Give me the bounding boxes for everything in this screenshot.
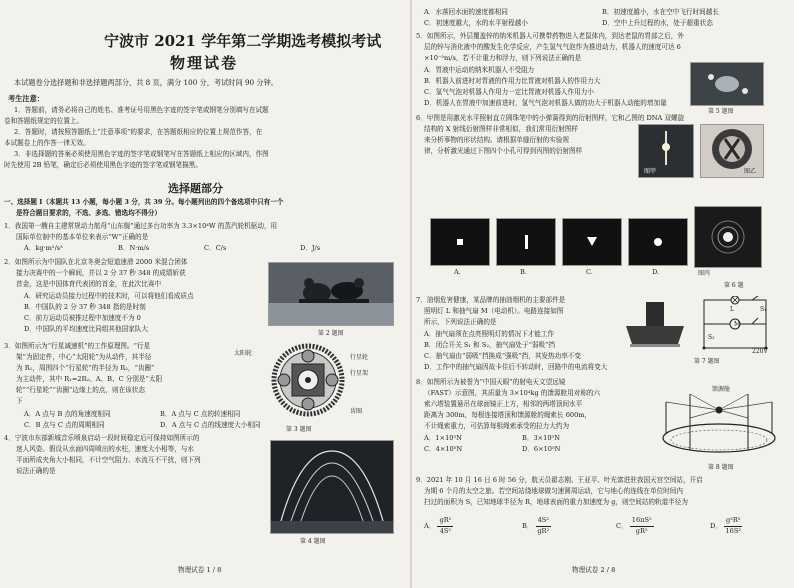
fig4-caption: 第 4 题图 bbox=[300, 538, 326, 545]
aperture-b[interactable] bbox=[496, 218, 556, 266]
numerator: gR² bbox=[437, 516, 453, 527]
circuit-label-lamp: L bbox=[730, 306, 734, 313]
q6-option-label: B. bbox=[520, 268, 527, 276]
q2-line: 2．如图所示为中国队在北京冬奥会短道速滑 2000 米混合团体 bbox=[4, 258, 188, 266]
q2-option: A．研究运动员接力过程中的技术时，可以将他们看成质点 bbox=[24, 292, 194, 300]
fig3-caption: 第 3 题图 bbox=[286, 426, 312, 433]
q3-option: A．A 点与 B 点的角速度相同 bbox=[24, 410, 111, 418]
aperture-c[interactable] bbox=[562, 218, 622, 266]
q5-line: 5．如图所示，外层覆盖锌的纳米机器人可携带药物进入老鼠体内，到达老鼠的胃部之后，外 bbox=[416, 32, 684, 40]
denominator: 16S² bbox=[725, 526, 742, 535]
q6-line: 来分析事物的形状结构。请根据单缝衍射的实验规 bbox=[424, 136, 570, 144]
q3-line: 3．如图所示为“行星减速机”的工作原理图。“行星 bbox=[4, 342, 151, 350]
q4-option: D．空中上升过程的水，处于超重状态 bbox=[602, 19, 713, 27]
skating-photo bbox=[268, 262, 394, 326]
label-fig-jia: 图甲 bbox=[644, 168, 657, 175]
q9-option-a bbox=[424, 516, 453, 536]
fountain-photo bbox=[270, 440, 394, 534]
q1-option: D．J/s bbox=[300, 244, 321, 252]
option-letter: A． bbox=[424, 522, 436, 530]
label-fig-bing: 图丙 bbox=[698, 270, 711, 277]
q4-option: C．初速度越大，水的水平射程越小 bbox=[424, 19, 528, 27]
triangle-hole-icon bbox=[563, 219, 621, 265]
fountain-icon bbox=[271, 441, 393, 533]
note-line: 卷和答题纸规定的位置上。 bbox=[4, 117, 84, 125]
denominator: 4S² bbox=[439, 526, 452, 535]
q4-line: 说法正确的是 bbox=[16, 467, 56, 475]
q3-option: C．B 点与 C 点的周期相同 bbox=[24, 421, 105, 429]
q5-line: ×10⁻⁵m/s，若不计重力和浮力，则下列说法正确的是 bbox=[424, 54, 582, 62]
q3-line: 为主动件，其中 R₁=2R₂。A、B、C 分别是“太阳 bbox=[16, 375, 163, 383]
q7-line: 所示，下列说法正确的是 bbox=[424, 318, 497, 326]
q7-line: 7．油烟危害健康，某品牌的抽油烟机的主要部件是 bbox=[416, 296, 566, 304]
skater-silhouette-icon bbox=[269, 263, 393, 325]
nanorobot-photo bbox=[690, 62, 764, 106]
q3-option: D．A 点与 C 点的线速度大小相同 bbox=[160, 421, 261, 429]
q8-option: C．4×10⁵N bbox=[424, 445, 463, 453]
q1-line: 1．我国第一艘自主建常规动力航母“山东舰”通过多台功率为 3.3×10⁴W 的蒸汽轮机驱动，用 bbox=[4, 222, 278, 230]
exam-subtitle: 物理试卷 bbox=[170, 54, 239, 72]
aperture-a[interactable] bbox=[430, 218, 490, 266]
q5-option: B．机器人前进时对胃液的作用力比胃液对机器人的作用力大 bbox=[424, 77, 601, 85]
fig6-caption: 第 6 题 bbox=[724, 282, 744, 289]
q1-option: B．N·m/s bbox=[118, 244, 150, 252]
q4-line: 迷人风姿。假设从水面四周喷出的水柱，速度大小相等，与水 bbox=[16, 445, 195, 453]
q6-line: 6．甲图是用激光水平照射直立圆珠笔中的小弹簧得到的衍射图样，它和乙图的 DNA 双螺旋 bbox=[416, 114, 685, 122]
q9-option-d bbox=[710, 516, 742, 536]
option-letter: C． bbox=[616, 522, 628, 530]
option-letter: B． bbox=[522, 522, 534, 530]
q8-option: B．3×10⁵N bbox=[522, 434, 560, 442]
q9-line: 扫过的面积为 S，已知地球半径为 R，地球表面的重力加速度为 g，则空间站的轨道半径为 bbox=[424, 498, 688, 506]
q3-option: B．A 点与 C 点的转速相同 bbox=[160, 410, 241, 418]
slit-hole-icon bbox=[525, 235, 528, 249]
q2-option: C．前方运动员被推过程中加速度不为 0 bbox=[24, 314, 141, 322]
q9-line: 为期 6 个月的太空之旅。若空间站绕地球做匀速圆周运动，它与地心的连线在单位时间内 bbox=[424, 487, 683, 495]
page-right bbox=[412, 0, 794, 588]
fraction bbox=[630, 516, 654, 536]
label-feed-cabin: 馈源舱 bbox=[712, 386, 731, 393]
q2-option: D．中国队的平均速度比同组其他国家队大 bbox=[24, 325, 148, 333]
circuit-label-s1: S₁ bbox=[760, 306, 767, 313]
q3-line: 架”为固定件，中心“太阳轮”为从动件，其半径 bbox=[16, 353, 152, 361]
intro-text: 本试题卷分选择题和非选择题两部分，共 8 页，满分 100 分，考试时间 90 分钟。 bbox=[14, 78, 278, 87]
fig5-caption: 第 5 题图 bbox=[708, 108, 734, 115]
q5-line: 层的锌与消化液中的酸发生化学反应，产生氢气气泡作为推进动力，机器人的速度可达 6 bbox=[424, 43, 681, 51]
fraction bbox=[536, 516, 551, 536]
numerator: g²R² bbox=[724, 516, 742, 527]
note-line: 2．答题时，请按照答题纸上“注意事项”的要求，在答题纸相应的位置上规范作答，在 bbox=[14, 128, 263, 136]
q4-option: B．初速度越小，水在空中飞行时间越长 bbox=[602, 8, 719, 16]
planetary-gear-diagram bbox=[268, 340, 348, 420]
fig8-caption: 第 8 题图 bbox=[708, 464, 734, 471]
q1-option: C．C/s bbox=[204, 244, 227, 252]
option-letter: D． bbox=[710, 522, 722, 530]
range-hood-icon bbox=[620, 300, 690, 356]
q6-option-label: A. bbox=[454, 268, 461, 276]
note-line: 3．非选择题的答案必须使用黑色字迹的签字笔或钢笔写在答题纸上相应的区域内，作图 bbox=[14, 150, 269, 158]
q4-line: 4．宁波市东部新城音乐喷泉启动一段时间稳定后可保持如图所示的 bbox=[4, 434, 200, 442]
fig7-caption: 第 7 题图 bbox=[694, 358, 720, 365]
part1-head: 一、选择题 I（本题共 13 小题，每小题 3 分，共 39 分。每小题列出的四个备选项中只有一个 bbox=[4, 198, 284, 206]
fig2-caption: 第 2 题图 bbox=[318, 330, 344, 337]
q2-line: 首金，这是中国体育代表团的首金，在此次比赛中 bbox=[16, 280, 162, 288]
label-planet-gear: 行星轮 bbox=[350, 354, 369, 361]
q7-line: 照明灯 L 和抽气扇 M（电动机）。电路连接如图 bbox=[424, 307, 564, 315]
label-fig-yi: 图乙 bbox=[744, 168, 757, 175]
numerator: 16πS² bbox=[630, 516, 654, 527]
square-hole-icon bbox=[457, 239, 463, 245]
q1-option: A．kg·m²/s³ bbox=[24, 244, 63, 252]
q3-line: 下 bbox=[16, 397, 23, 405]
numerator: 4S² bbox=[536, 516, 551, 527]
label-planet-carrier: 行星架 bbox=[350, 370, 369, 377]
q4-line: 平面所成夹角大小相同，不计空气阻力、水流互不干扰，则下列 bbox=[16, 456, 201, 464]
fraction bbox=[437, 516, 453, 536]
ring-pattern-icon bbox=[695, 207, 761, 267]
q6-option-label: D. bbox=[652, 268, 660, 276]
q3-line: 轮”“行星轮”“齿圈”边缘上的点，则在该状态 bbox=[16, 386, 145, 394]
aperture-d[interactable] bbox=[628, 218, 688, 266]
q6-option-label: C. bbox=[586, 268, 593, 276]
denominator: gR² bbox=[635, 526, 648, 535]
circle-hole-icon bbox=[654, 238, 662, 246]
note-line: 本试题卷上的作答一律无效。 bbox=[4, 139, 90, 147]
q8-option: D．6×10⁵N bbox=[522, 445, 561, 453]
denominator: gR² bbox=[537, 526, 550, 535]
circuit-label-voltage: 220V bbox=[752, 348, 768, 355]
q8-line: 不计绳索重力，可估算每根绳索承受的拉力大约为 bbox=[424, 422, 570, 430]
label-ring-gear: 齿圈 bbox=[350, 408, 363, 415]
page-footer-left: 物理试卷 1 / 8 bbox=[178, 566, 222, 574]
diffraction-pattern-bing bbox=[694, 206, 762, 268]
q7-option: D．工作中的抽气扇因故卡住后不转动时，回路中的电流将变大 bbox=[424, 363, 608, 371]
notes-heading: 考生注意： bbox=[8, 94, 44, 103]
q8-line: （FAST）示意图，其质量为 3×10⁴kg 的馈源舱用对称的六 bbox=[424, 389, 601, 397]
part1-head2: 是符合题目要求的，不选、多选、错选均不得分） bbox=[16, 209, 162, 217]
q2-line: 接力决赛中的一个瞬间，并以 2 分 37 秒 348 的成绩斩获 bbox=[16, 269, 186, 277]
q8-option: A．1×10⁵N bbox=[424, 434, 462, 442]
fraction bbox=[724, 516, 742, 536]
q8-line: 索六塔装置悬吊在球面镜正上方，相邻的两塔顶间水平 bbox=[424, 400, 583, 408]
page-footer-right: 物理试卷 2 / 8 bbox=[572, 566, 616, 574]
circuit-label-s2: S₂ bbox=[708, 334, 715, 341]
q9-option-b bbox=[522, 516, 551, 536]
note-line: 1．答题前，请务必将自己的姓名、准考证号用黑色字迹的签字笔或钢笔分别填写在试题 bbox=[14, 106, 269, 114]
q7-option: C．抽气扇由“弱吸”挡换成“强吸”挡，其发热功率不变 bbox=[424, 352, 581, 360]
nanorobot-icon bbox=[691, 63, 763, 105]
q9-option-c bbox=[616, 516, 654, 536]
q9-line: 9．2021 年 10 月 16 日 6 时 56 分，航天员翟志刚、王亚平、叶光富进驻我国天宫空间站，开启 bbox=[416, 476, 703, 484]
q5-option: A．胃液中运动的纳米机器人不受阻力 bbox=[424, 66, 535, 74]
note-line: 时先使用 2B 铅笔，确定后必须使用黑色字迹的签字笔或钢笔描黑。 bbox=[4, 161, 202, 169]
q1-line: 国际单位制中的基本单位来表示“W”正确的是 bbox=[16, 233, 149, 241]
q4-option: A．水落回水面的速度都相同 bbox=[424, 8, 508, 16]
q3-line: 为 R₁，周围四个“行星轮”的半径为 R₂，“齿圈” bbox=[16, 364, 155, 372]
exam-title: 宁波市 2021 学年第二学期选考模拟考试 bbox=[104, 32, 382, 50]
section-title: 选择题部分 bbox=[168, 182, 223, 195]
q5-option: D．机器人在胃液中加速前进时，氢气气泡对机器人做的功大于机器人动能的增加量 bbox=[424, 99, 667, 107]
q6-line: 结构的 X 射线衍射图样非常相似，我们常用衍射图样 bbox=[424, 125, 578, 133]
q8-line: 8．如图所示为被誉为“中国天眼”的射电天文望远镜 bbox=[416, 378, 566, 386]
q7-option: B．闭合开关 S₁ 和 S₂，抽气扇处于“弱吸”挡 bbox=[424, 341, 556, 349]
q5-option: C．氢气气泡对机器人作用力一定比胃液对机器人作用力小 bbox=[424, 88, 594, 96]
label-sun-gear: 太阳轮 bbox=[234, 350, 253, 357]
q6-line: 律，分析激光通过下图四个小孔可得到丙图的衍射图样 bbox=[424, 147, 583, 155]
q7-option: A．抽气扇须在点亮照明灯的情况下才能工作 bbox=[424, 330, 555, 338]
q2-option: B．中国队的 2 分 37 秒 348 指的是时刻 bbox=[24, 303, 146, 311]
circuit-label-motor: M bbox=[734, 321, 741, 328]
q8-line: 距离为 300m，每根连接塔顶和馈源舱的绳索长 600m， bbox=[424, 411, 592, 419]
